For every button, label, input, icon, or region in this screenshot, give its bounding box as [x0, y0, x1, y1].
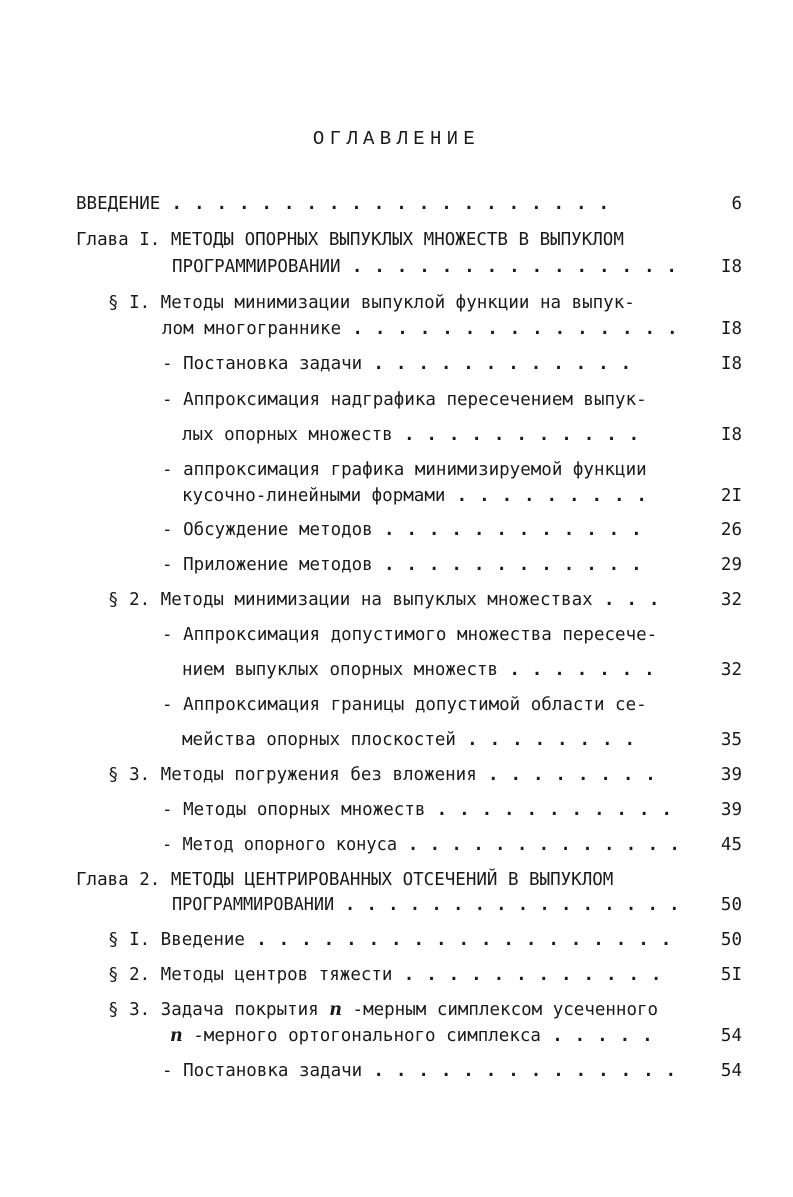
entry-text: - Постановка задачи [162, 354, 363, 374]
math-symbol-n: n [329, 1000, 342, 1020]
toc-section-1-1: § I. Методы минимизации выпуклой функции на выпук- [108, 293, 635, 313]
leader-dots: . . . . . . . . . . . . [392, 965, 663, 985]
toc-chapter-2-cont [172, 894, 680, 916]
page-number: 35 [720, 730, 742, 750]
toc-section-1-1-cont [162, 318, 678, 340]
leader-dots: . . . . . . . . . . . [392, 425, 640, 445]
entry-text: -мерным симплексом усеченного [342, 1000, 659, 1020]
entry-text: - Метод опорного конуса [162, 835, 398, 855]
entry-text: § 2. Методы минимизации на выпуклых множествах [108, 590, 593, 610]
entry-text: лых опорных множеств [182, 425, 393, 445]
toc-section-2-2 [108, 964, 662, 986]
toc-section-2-1 [108, 929, 672, 951]
leader-dots: . . . . . . . . . . . [425, 800, 673, 820]
page-number: 50 [720, 930, 742, 950]
toc-subsection: - Аппроксимация надграфика пересечением выпук- [162, 390, 647, 410]
leader-dots: . . . . . . . . . . . . [372, 555, 643, 575]
entry-text: кусочно-линейными формами [182, 486, 446, 506]
toc-subsection [162, 1060, 677, 1082]
toc-section-2-3-cont [170, 1025, 653, 1047]
toc-subsection: - аппроксимация графика минимизируемой функции [162, 460, 647, 480]
toc-subsection [162, 353, 632, 375]
toc-section-2-3 [108, 999, 658, 1021]
leader-dots: . . . . . . . [498, 660, 656, 680]
toc-subsection: - Аппроксимация границы допустимой области се- [162, 695, 647, 715]
toc-subsection-cont [182, 659, 655, 681]
entry-text: ПРОГРАММИРОВАНИИ [172, 257, 341, 277]
toc-subsection [162, 554, 642, 576]
leader-dots: . . . . . . . . . . . . . . . [341, 319, 679, 339]
toc-subsection [162, 799, 673, 821]
entry-text: ПРОГРАММИРОВАНИИ [172, 895, 335, 915]
leader-dots: . . . . . . . . [455, 730, 636, 750]
page-number: 54 [720, 1026, 742, 1046]
entry-text: мейства опорных плоскостей [182, 730, 456, 750]
entry-text: - Приложение методов [162, 555, 373, 575]
page-number: 32 [720, 590, 742, 610]
toc-subsection-cont [182, 729, 636, 751]
leader-dots: . . . . . . . . . . . . . . . [340, 257, 678, 277]
page-number: I8 [720, 257, 742, 277]
page-number: 2I [720, 486, 742, 506]
leader-dots: . . . . . . . . . . . . . [397, 835, 681, 855]
page-number: I8 [720, 354, 742, 374]
toc-subsection-cont [182, 485, 648, 507]
toc-subsection [162, 834, 680, 856]
page-number: 6 [731, 194, 742, 214]
page-number: 39 [720, 765, 742, 785]
math-symbol-n: n [170, 1026, 183, 1046]
entry-text: - Обсуждение методов [162, 520, 373, 540]
leader-dots: . . . . . . . . . [445, 486, 648, 506]
leader-dots: . . . . . . . . . . . . [372, 520, 643, 540]
entry-text: лом многограннике [162, 319, 342, 339]
entry-text: - Постановка задачи [162, 1061, 363, 1081]
leader-dots: . . . [592, 590, 661, 610]
toc-section-1-3 [108, 764, 657, 786]
toc-subsection [162, 519, 642, 541]
leader-dots: . . . . . . . . . . . . . . . . [334, 895, 681, 915]
toc-chapter-2: Глава 2. МЕТОДЫ ЦЕНТРИРОВАННЫХ ОТСЕЧЕНИЙ В ВЫПУКЛОМ [76, 870, 614, 890]
page-number: 54 [720, 1061, 742, 1081]
page-number: I8 [720, 425, 742, 445]
entry-text: § I. Введение [108, 930, 245, 950]
leader-dots: . . . . . [540, 1026, 654, 1046]
toc-subsection-cont [182, 424, 640, 446]
leader-dots: . . . . . . . . . . . . [362, 354, 632, 374]
leader-dots: . . . . . . . . . . . . . . . . . . . [244, 930, 672, 950]
entry-text: § 2. Методы центров тяжести [108, 965, 393, 985]
entry-text: § 3. Методы погружения без вложения [108, 765, 477, 785]
entry-text: -мерного ортогонального симплекса [182, 1026, 541, 1046]
toc-section-1-2 [108, 589, 660, 611]
page-number: 32 [720, 660, 742, 680]
entry-text: - Методы опорных множеств [162, 800, 426, 820]
toc-chapter-1-cont [172, 256, 678, 278]
leader-dots: . . . . . . . . [476, 765, 657, 785]
leader-dots: . . . . . . . . . . . . . . . . . . . . [160, 194, 610, 214]
entry-text: ВВЕДЕНИЕ [76, 194, 161, 214]
page-number: 39 [720, 800, 742, 820]
leader-dots: . . . . . . . . . . . . . . [362, 1061, 677, 1081]
page-number: 50 [720, 895, 742, 915]
toc-entry-introduction [76, 193, 610, 215]
page-number: 45 [720, 835, 742, 855]
page-number: 5I [720, 965, 742, 985]
page-number: 29 [720, 555, 742, 575]
toc-chapter-1: Глава I. МЕТОДЫ ОПОРНЫХ ВЫПУКЛЫХ МНОЖЕСТВ В ВЫПУКЛОМ [76, 230, 624, 250]
toc-subsection: - Аппроксимация допустимого множества пересече- [162, 625, 658, 645]
page-number: 26 [720, 520, 742, 540]
page-title: ОГЛАВЛЕНИЕ [312, 128, 481, 150]
page-number: I8 [720, 319, 742, 339]
entry-text: § 3. Задача покрытия [108, 1000, 330, 1020]
entry-text: нием выпуклых опорных множеств [182, 660, 499, 680]
